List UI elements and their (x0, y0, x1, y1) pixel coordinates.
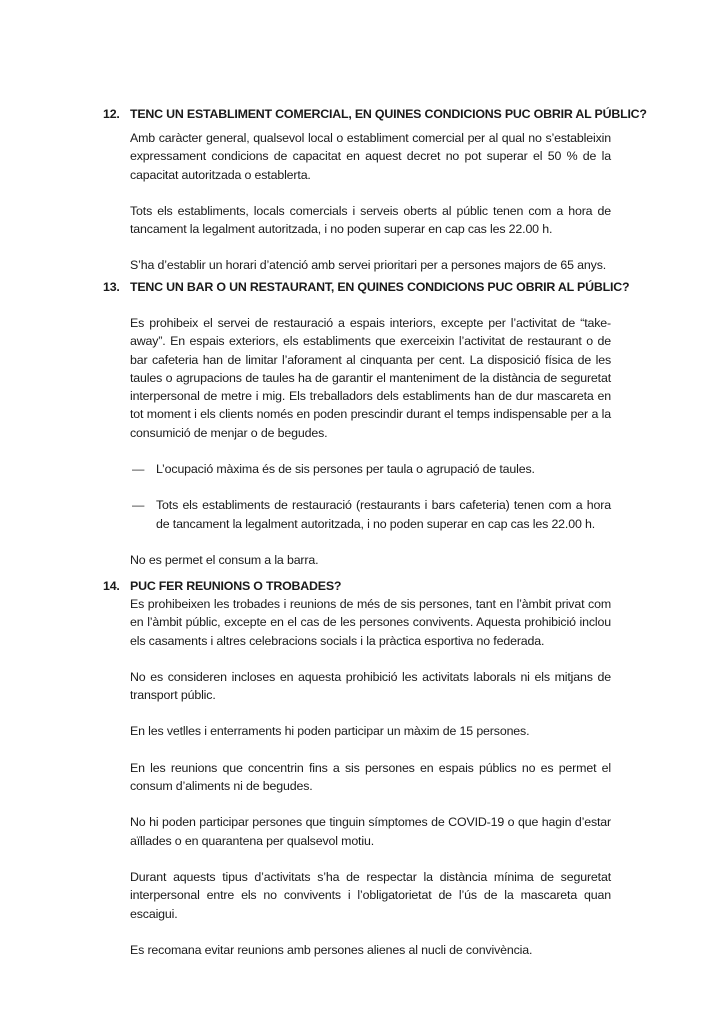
paragraph: En les vetlles i enterraments hi poden participar un màxim de 15 persones. (130, 724, 530, 739)
bullet-item (130, 460, 611, 478)
paragraph: No es consideren incloses en aquesta prohibició les activitats laborals ni els mitjans de transport públic. (130, 669, 611, 703)
section-13 (103, 278, 630, 569)
paragraph: Amb caràcter general, qualsevol local o establiment comercial per al qual no s’estableixin expressament condicions de capacitat en aquest decret no pot superar el 50 % de la capacitat autoritzada o establerta. (130, 131, 611, 182)
section-heading (103, 105, 647, 123)
paragraph: No es permet el consum a la barra. (130, 552, 319, 567)
paragraph: S’ha d’establir un horari d’atenció amb servei prioritari per a persones majors de 65 anys. (130, 258, 607, 273)
paragraph: Es recomana evitar reunions amb persones alienes al nucli de convivència. (130, 942, 533, 957)
paragraph: Durant aquests tipus d’activitats s’ha de respectar la distància mínima de seguretat interpersonal entre els no convivents i l’obligatorietat de l’ús de la mascareta quan escaigui. (130, 869, 611, 921)
section-number: 14. (103, 579, 120, 593)
dash-bullet-icon: — (132, 498, 145, 513)
section-title: PUC FER REUNIONS O TROBADES? (130, 579, 342, 593)
section-14 (103, 577, 611, 959)
bullet-text: L’ocupació màxima és de sis persones per taula o agrupació de taules. (156, 462, 535, 477)
bullet-text: Tots els establiments de restauració (restaurants i bars cafeteria) tenen com a hora de tancament la legalment autoritzada, i no poden superar en cap cas les 22.00 h. (156, 498, 611, 531)
bullet-item (130, 496, 611, 533)
paragraph: Es prohibeixen les trobades i reunions de més de sis persones, tant en l’àmbit privat com en l’àmbit públic, excepte en el cas de les persones convivents. Aquesta prohibició inclou els casaments i altres celebracions socials i la pràctica esportiva no federada. (130, 597, 611, 648)
paragraph: Es prohibeix el servei de restauració a espais interiors, excepte per l’activitat de “take-away”. En espais exteriors, els establiments que exerceixin l’activitat de restaurant o de bar cafeteria han de limitar l’aforament al cinquanta per cent. La disposició física de les taules o agrupacions de taules ha de garantir el manteniment de la distància de seguretat interpersonal de metre i mig. Els treballadors dels establiments han de dur mascareta en tot moment i els clients només en poden prescindir durant el temps indispensable per a la consumició de menjar o de begudes. (130, 316, 611, 440)
dash-bullet-icon: — (132, 462, 145, 477)
section-title: TENC UN BAR O UN RESTAURANT, EN QUINES CONDICIONS PUC OBRIR AL PÚBLIC? (130, 280, 630, 294)
section-heading (103, 278, 630, 296)
paragraph: En les reunions que concentrin fins a sis persones en espais públics no es permet el consum d’aliments ni de begudes. (130, 760, 611, 794)
section-12 (103, 105, 647, 275)
section-title: TENC UN ESTABLIMENT COMERCIAL, EN QUINES CONDICIONS PUC OBRIR AL PÚBLIC? (130, 107, 647, 121)
section-number: 12. (103, 107, 120, 121)
section-heading (103, 577, 611, 595)
section-number: 13. (103, 280, 120, 294)
paragraph: No hi poden participar persones que tinguin símptomes de COVID-19 o que hagin d’estar aïllades o en quarantena per qualsevol motiu. (130, 815, 611, 848)
paragraph: Tots els establiments, locals comercials i serveis oberts al públic tenen com a hora de tancament la legalment autoritzada, i no poden superar en cap cas les 22.00 h. (130, 203, 611, 237)
